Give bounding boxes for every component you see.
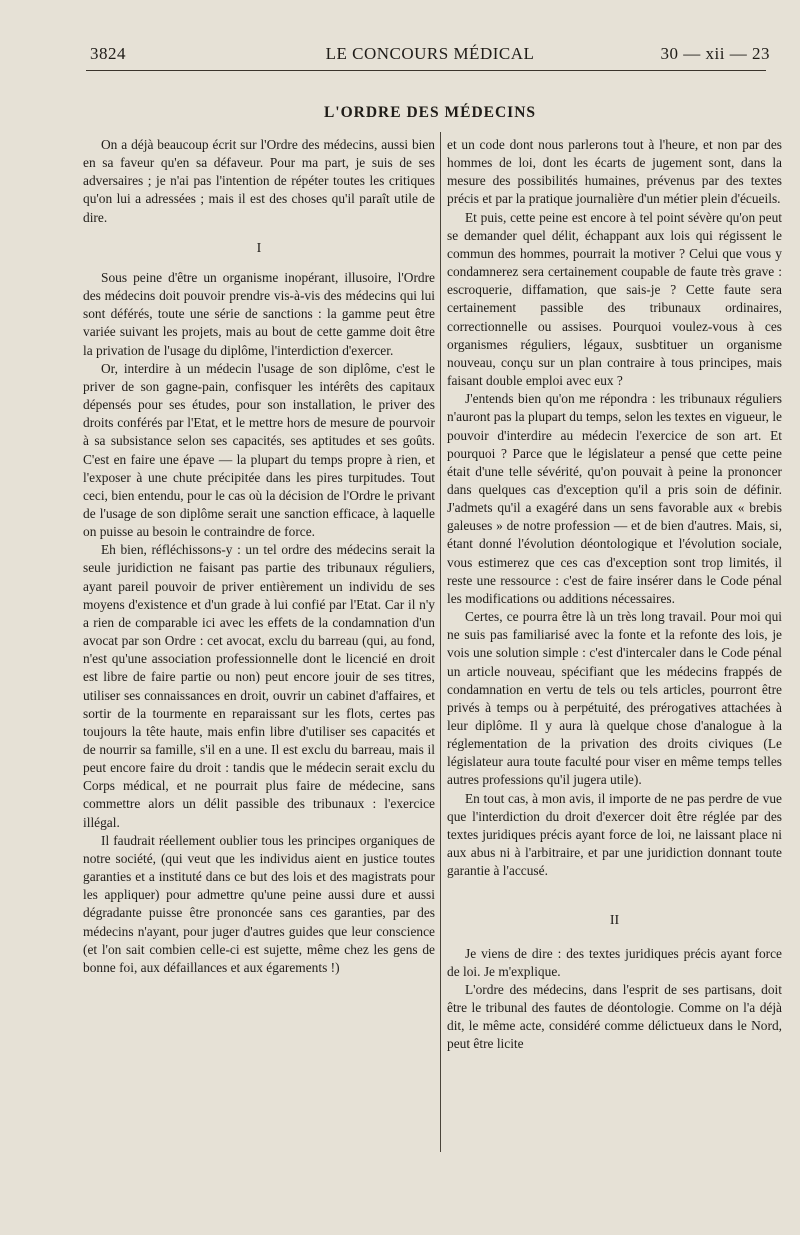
paragraph: Sous peine d'être un organisme inopérant, illusoire, l'Ordre des médecins doit pouvoir prendre vis-à-vis des médecins qui lui sont déférés, toute une série de sanctions : la gamme peut être variée suivant les projets, mais au bout de cette gamme doit être la privation de l'usage du diplôme, l'interdiction d'exercer. bbox=[83, 269, 435, 358]
left-column bbox=[83, 136, 435, 977]
section-number: II bbox=[609, 913, 620, 929]
right-column bbox=[447, 136, 782, 1054]
paragraph: En tout cas, à mon avis, il importe de ne pas perdre de vue que l'interdiction du droit d'exercer doit être réglée par des textes juridiques précis ayant force de loi, ne laissant place ni aux abus ni à l'arbitraire, et par une juridiction donnant toute garantie à l'accusé. bbox=[447, 790, 782, 879]
paragraph: Et puis, cette peine est encore à tel point sévère qu'on peut se demander quel délit, échappant aux lois qui régissent le commun des hommes, pourrait la motiver ? Celui que vous y condamnerez sera certainement coupable de faute très grave : escroquerie, diffamation, que sais-je ? Cette faute sera certainement passible des tribunaux ordinaires, correctionnelle ou assises. Pourquoi voulez-vous à ces organismes réguliers, légaux, susbtituer un organisme nouveau, conçu sur un plan contraire à tous principes, mais faisant double emploi avec eux ? bbox=[447, 209, 782, 389]
paragraph: Je viens de dire : des textes juridiques précis ayant force de loi. Je m'explique. bbox=[447, 945, 782, 979]
paragraph: L'ordre des médecins, dans l'esprit de ses partisans, doit être le tribunal des fautes de déontologie. Comme on l'a déjà dit, le même acte, considéré comme délictueux dans le Nord, peut être licite bbox=[447, 981, 782, 1052]
paragraph: On a déjà beaucoup écrit sur l'Ordre des médecins, aussi bien en sa faveur qu'en sa défaveur. Pour ma part, je suis de ses adversaires ; je n'ai pas l'intention de répéter toutes les critiques qu'on lui a adressées ; mais il est des choses qu'il paraît utile de dire. bbox=[83, 137, 435, 225]
page-number: 3824 bbox=[90, 44, 126, 63]
issue-date: 30 — xii — 23 bbox=[660, 44, 770, 63]
running-header bbox=[90, 44, 770, 68]
article-title: L'ORDRE DES MÉDECINS bbox=[323, 104, 537, 121]
paragraph: Certes, ce pourra être là un très long travail. Pour moi qui ne suis pas familiarisé avec la fonte et la refonte des lois, je vois une solution simple : c'est d'intercaler dans le Code pénal un article nouveau, spécifiant que les médecins frappés de condamnation en vertu de tels ou tels articles, pourront être privés à temps ou à perpétuité, des prérogatives attachées à leur diplôme. Il y aura là quelque chose d'analogue à la réglementation de la privation des droits civiques (Le législateur aura toute faculté pour viser en même temps telles autres professions qu'il jugera utile). bbox=[447, 609, 782, 788]
section-number: I bbox=[256, 240, 262, 256]
column-divider bbox=[440, 132, 441, 1152]
paragraph: J'entends bien qu'on me répondra : les tribunaux réguliers n'auront pas la plupart du temps, selon les textes en vigueur, le pouvoir d'interdire au médecin l'exercice de son art. Et pourquoi ? Parce que le législateur a pensé que cette peine était d'une telle sévérité, qu'on pouvait à peine la prononcer dans quelques cas d'exception qu'il a pris soin de définir. J'admets qu'il a exagéré dans un sens favorable aux « brebis galeuses » de notre profession — et de bien d'autres. Mais, si, étant donné l'évolution déontologique et l'évolution sociale, vous estimerez que ces cas d'exception sont trop limités, il reste une ressource : c'est de faire insérer dans le Code pénal les modifications ou additions nécessaires. bbox=[447, 391, 782, 606]
paragraph: et un code dont nous parlerons tout à l'heure, et non par des hommes de loi, dont les écarts de jugement sont, dans la mesure des possibilités humaines, prévenus par des textes précis et par la pratique journalière d'un métier plein d'écueils. bbox=[447, 137, 782, 207]
journal-title: LE CONCOURS MÉDICAL bbox=[325, 44, 535, 63]
header-rule bbox=[86, 70, 766, 71]
paragraph: Or, interdire à un médecin l'usage de son diplôme, c'est le priver de son gagne-pain, confisquer les intérêts des capitaux dépensés pour ses études, pour son installation, le priver des droits conférés par l'Etat, et le mettre hors de mesure de pourvoir à sa subsistance selon ses capacités, ses aptitudes et ses goûts. C'est en faire une épave — la plupart du temps propre à rien, et l'exposer à une chute précipitée dans les pires turpitudes. Tout ceci, bien entendu, pour le cas où la décision de l'Ordre le privant de l'usage de son diplôme serait une sanction efficace, à laquelle on puisse au besoin le contraindre de force. bbox=[83, 360, 435, 540]
paragraph: Il faudrait réellement oublier tous les principes organiques de notre société, (qui veut que les individus aient en justice toutes garanties et a instituté dans ce but des lois et des magistrats pour les appliquer) pour admettre qu'une peine aussi dure et aussi dégradante puisse être prononcée sans ces garanties, par des médecins n'ayant, pour juger d'autres guides que leur conscience (et l'on sait combien celle-ci est sujette, même chez les gens de bonne foi, aux défaillances et aux égarements !) bbox=[83, 832, 435, 975]
paragraph: Eh bien, réfléchissons-y : un tel ordre des médecins serait la seule juridiction ne faisant pas partie des tribunaux réguliers, ayant pareil pouvoir de priver entièrement un individu de ses moyens d'existence et d'un grade à lui confié par l'Etat. Car il n'y a rien de comparable ici avec les effets de la condamnation d'un avocat par son Ordre : cet avocat, exclu du barreau (qui, au fond, n'est qu'une association professionnelle dont le licencié en droit est libre de faire partie ou non) peut encore jouir de ses titres, utiliser ses connaissances en droit, ouvrir un cabinet d'affaires, et sortir de la tourmente en reparaissant sur les flots, certes pas toujours la tête haute, mais enfin libre d'utiliser ses capacités et de nourrir sa famille, s'il en a une. Il est exclu du barreau, mais il peut encore faire du droit : tandis que le médecin serait exclu du Corps médical, et ne pourrait plus faire de médecine, sans commettre alors un délit passible des tribunaux : l'exercice illégal. bbox=[83, 542, 435, 830]
